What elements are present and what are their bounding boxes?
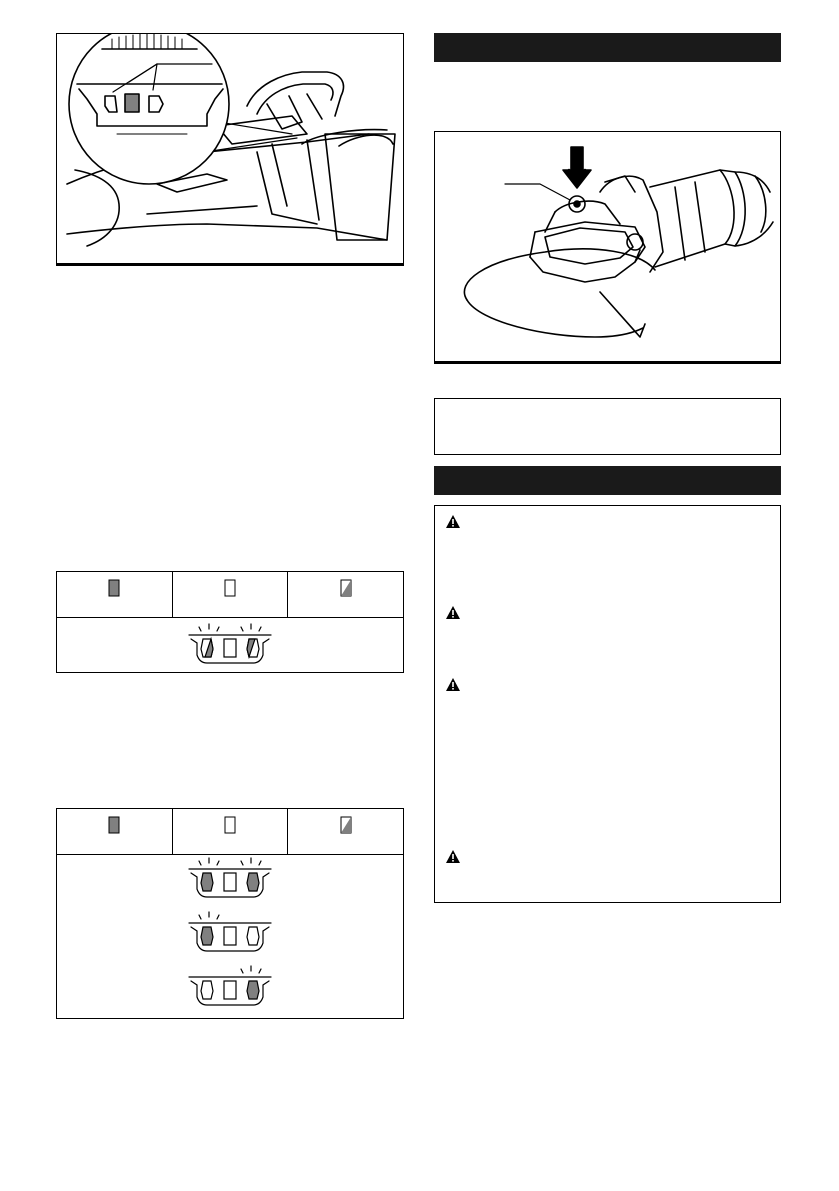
indicator-pattern-icon [187, 907, 273, 957]
header-blinking [288, 572, 404, 618]
section-header-bar [434, 466, 781, 495]
spindle-lock-figure [434, 131, 781, 364]
indicator-status-table [56, 571, 404, 673]
led-blinking-icon [340, 579, 352, 597]
indicator-closeup-figure [56, 33, 404, 266]
indicator-table-1 [56, 571, 404, 670]
header-blinking [288, 809, 404, 855]
indicator-pattern-icon [187, 855, 273, 901]
indicator-table-2 [56, 808, 404, 1019]
indicator-status-table [56, 808, 404, 1019]
warnings-box [434, 505, 781, 903]
led-blinking-icon [340, 816, 352, 834]
header-off [172, 572, 288, 618]
table-row [57, 855, 404, 1019]
led-off-icon [224, 579, 236, 597]
warning-triangle-icon [445, 677, 461, 692]
warning-triangle-icon [445, 605, 461, 620]
grinder-led-indicator-closeup-illustration [57, 34, 403, 262]
section-header-bar [434, 33, 781, 62]
header-off [172, 809, 288, 855]
grinder-spindle-lock-press-illustration [435, 132, 780, 360]
led-lit-icon [108, 816, 120, 834]
indicator-pattern-icon [187, 621, 273, 667]
table-row [57, 618, 404, 673]
warning-triangle-icon [445, 849, 461, 864]
led-off-icon [224, 816, 236, 834]
note-box [434, 398, 781, 455]
led-lit-icon [108, 579, 120, 597]
indicator-pattern-icon [187, 961, 273, 1011]
warning-triangle-icon [445, 514, 461, 529]
header-lit [57, 809, 173, 855]
header-lit [57, 572, 173, 618]
